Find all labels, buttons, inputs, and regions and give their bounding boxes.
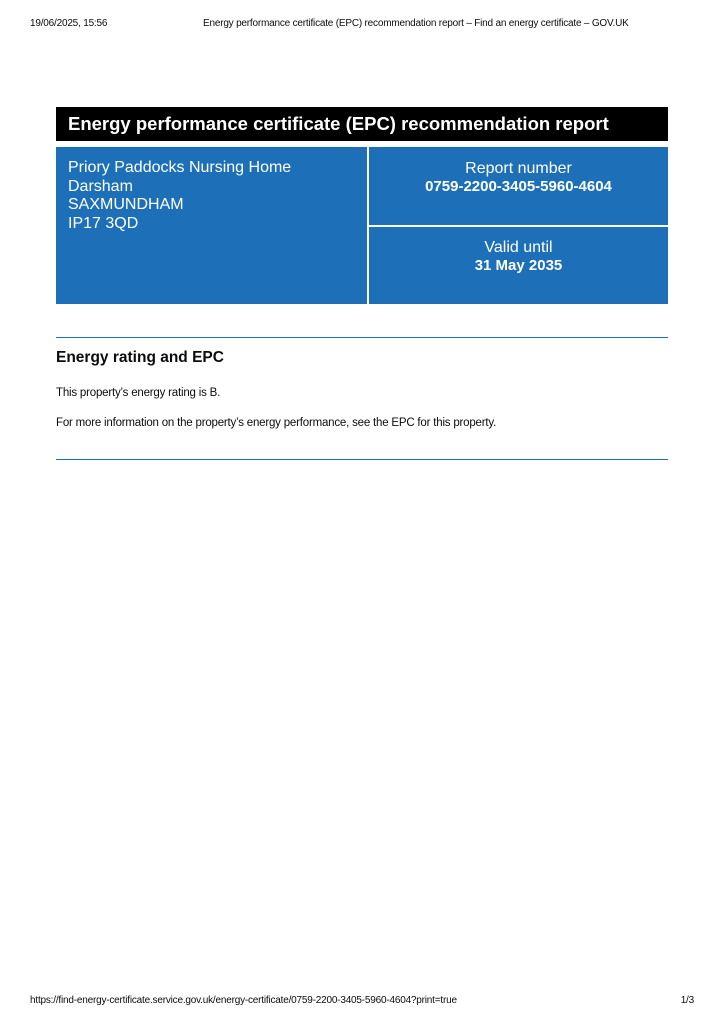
- report-number-label: Report number: [465, 160, 572, 177]
- property-address: [56, 147, 367, 304]
- address-town: SAXMUNDHAM: [68, 196, 184, 213]
- section-divider-bottom: [56, 459, 668, 460]
- report-title: Energy performance certificate (EPC) recommendation report: [56, 107, 668, 141]
- address-postcode: IP17 3QD: [68, 214, 139, 232]
- report-number-panel: [369, 147, 668, 225]
- epc-info-paragraph: For more information on the property’s energy performance, see the EPC for this property.: [56, 417, 497, 429]
- print-page-title: Energy performance certificate (EPC) recommendation report – Find an energy certificate – GOV.UK: [203, 18, 629, 29]
- report-number-value: 0759-2200-3405-5960-4604: [425, 178, 612, 195]
- section-divider-top: [56, 337, 668, 338]
- print-footer: [30, 994, 694, 1008]
- address-line-1: Priory Paddocks Nursing Home: [68, 159, 292, 176]
- valid-until-value: 31 May 2035: [474, 257, 563, 274]
- address-line-2: Darsham: [68, 177, 133, 195]
- valid-until-panel: [369, 227, 668, 304]
- page-number: 1/3: [680, 995, 694, 1006]
- print-url: https://find-energy-certificate.service.gov.uk/energy-certificate/0759-2200-3405-5960-4604?print=true: [30, 995, 457, 1006]
- certificate-summary: [56, 147, 668, 304]
- valid-until-label: Valid until: [484, 239, 553, 256]
- print-header: [30, 17, 694, 31]
- energy-rating-statement: This property’s energy rating is B.: [56, 387, 221, 399]
- print-datetime: 19/06/2025, 15:56: [30, 18, 108, 29]
- energy-rating-heading: Energy rating and EPC: [56, 349, 224, 366]
